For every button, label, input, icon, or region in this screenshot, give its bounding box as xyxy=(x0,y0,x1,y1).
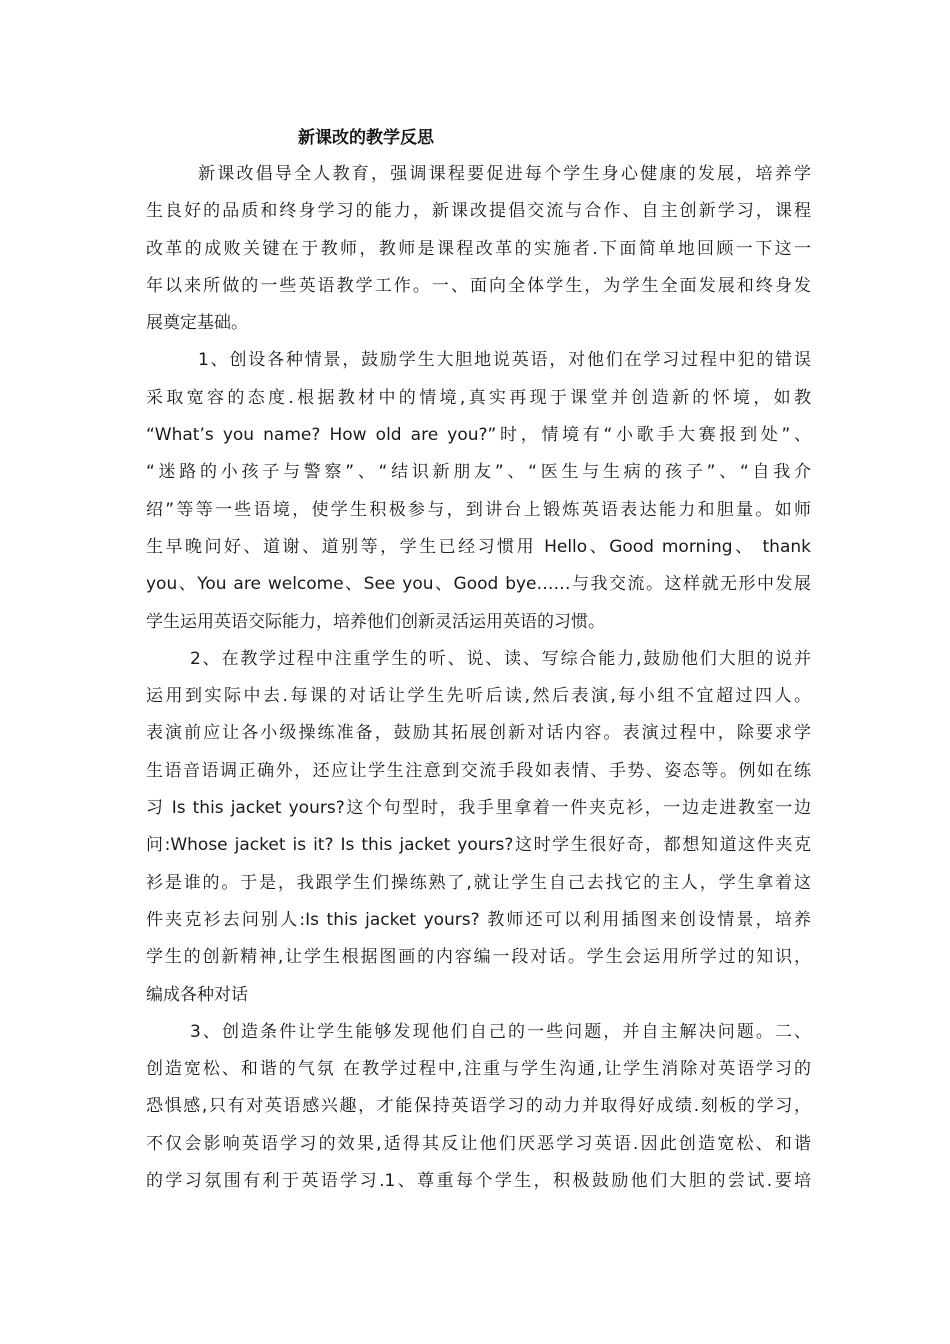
paragraph-line: 生早晚问好、道谢、道别等，学生已经习惯用 Hello、Good morning、 thank xyxy=(146,536,811,557)
paragraph-line: 1、创设各种情景，鼓励学生大胆地说英语，对他们在学习过程中犯的错误 xyxy=(198,350,811,371)
document-title: 新课改的教学反思 xyxy=(298,128,434,148)
paragraph-line: 创造宽松、和谐的气氛 在教学过程中,注重与学生沟通,让学生消除对英语学习的 xyxy=(146,1059,811,1080)
paragraph-line: 问:Whose jacket is it? Is this jacket yours?这时学生很好奇，都想知道这件夹克 xyxy=(146,835,811,856)
paragraph-line: 件夹克衫去问别人:Is this jacket yours? 教师还可以利用插图来创设情景，培养 xyxy=(146,909,811,930)
paragraph-line: 3、创造条件让学生能够发现他们自己的一些问题，并自主解决问题。二、 xyxy=(190,1021,811,1042)
paragraph-line: 生良好的品质和终身学习的能力，新课改提倡交流与合作、自主创新学习，课程 xyxy=(146,201,811,222)
paragraph-line: 改革的成败关键在于教师，教师是课程改革的实施者.下面简单地回顾一下这一 xyxy=(146,238,811,259)
paragraph-line: 生语音语调正确外，还应让学生注意到交流手段如表情、手势、姿态等。例如在练 xyxy=(146,760,811,781)
paragraph-line: you、You are welcome、See you、Good bye……与我交流。这样就无形中发展 xyxy=(146,574,811,595)
paragraph-line: 的学习氛围有利于英语学习.1、尊重每个学生，积极鼓励他们大胆的尝试.要培 xyxy=(146,1171,811,1192)
paragraph-line: “迷路的小孩子与警察”、“结识新朋友”、“医生与生病的孩子”、“自我介 xyxy=(146,462,811,483)
paragraph-line: 习 Is this jacket yours?这个句型时，我手里拿着一件夹克衫，一边走进教室一边 xyxy=(146,798,811,819)
paragraph-line: 新课改倡导全人教育，强调课程要促进每个学生身心健康的发展，培养学 xyxy=(198,164,811,184)
paragraph-line: 采取宽容的态度.根据教材中的情境,真实再现于课堂并创造新的怀境，如教 xyxy=(146,387,811,408)
paragraph-line: “What’s you name? How old are you?”时，情境有“小歌手大赛报到处”、 xyxy=(146,425,811,446)
paragraph-line: 表演前应让各小级操练准备，鼓励其拓展创新对话内容。表演过程中，除要求学 xyxy=(146,723,811,744)
paragraph-line: 展奠定基础。 xyxy=(146,313,248,334)
paragraph-line: 2、在教学过程中注重学生的听、说、读、写综合能力,鼓励他们大胆的说并 xyxy=(190,648,811,669)
paragraph-line: 绍”等等一些语境，使学生积极参与，到讲台上锻炼英语表达能力和胆量。如师 xyxy=(146,499,811,520)
paragraph-line: 编成各种对话 xyxy=(146,984,248,1005)
paragraph-line: 恐惧感,只有对英语感兴趣，才能保持英语学习的动力并取得好成绩.刻板的学习， xyxy=(146,1096,811,1117)
paragraph-line: 学生运用英语交际能力，培养他们创新灵活运用英语的习惯。 xyxy=(146,611,605,632)
document-body xyxy=(146,156,811,1200)
paragraph-line: 衫是谁的。于是，我跟学生们操练熟了,就让学生自己去找它的主人，学生拿着这 xyxy=(146,872,811,893)
paragraph-line: 运用到实际中去.每课的对话让学生先听后读,然后表演,每小组不宜超过四人。 xyxy=(146,686,811,707)
paragraph-line: 学生的创新精神,让学生根据图画的内容编一段对话。学生会运用所学过的知识， xyxy=(146,947,811,968)
paragraph-line: 不仅会影响英语学习的效果,适得其反让他们厌恶学习英语.因此创造宽松、和谐 xyxy=(146,1133,811,1154)
paragraph-line: 年以来所做的一些英语教学工作。一、面向全体学生，为学生全面发展和终身发 xyxy=(146,275,811,296)
